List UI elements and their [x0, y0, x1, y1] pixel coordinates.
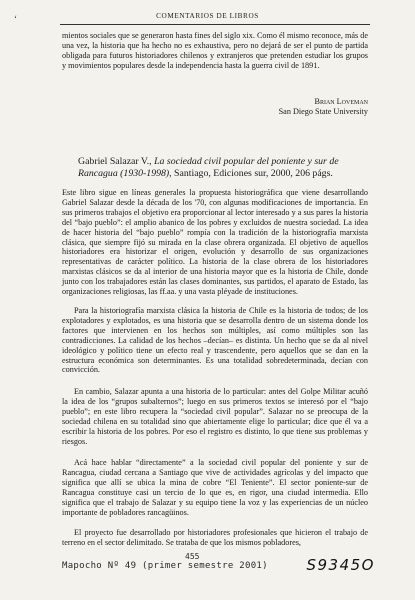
- body-paragraph: Para la historiografía marxista clásica la historia de Chile es la historia de todos; de los explotadores y explotados, es una historia que se desarrolla dentro de un sistema donde los factores que intervienen en los hechos son múltiples, así como múltiples son las contradicciones. La calidad de los hechos –decían– es distinta. Un hecho que se da al nivel ideológico y político tiene un efecto real y trascendente, pero aquellos que se dan en la estructura económica son determinantes. Es una totalidad sobredeterminada, decían con convicción.: [62, 306, 368, 375]
- page-number: 455: [185, 552, 200, 561]
- book-citation: [78, 156, 370, 180]
- citation-author: Gabriel Salazar V.,: [78, 156, 155, 167]
- journal-stamp: Mapocho Nº 49 (primer semestre 2001): [62, 561, 268, 571]
- reviewer-signature: [279, 97, 368, 117]
- header-rule: [60, 24, 370, 25]
- body-paragraph: Acá hace hablar “directamente” a la sociedad civil popular del poniente y sur de Rancagua, ciudad cercana a Santiago que vive de actividades agrícolas y del impacto que significa que allí se ubica la mina de cobre “El Teniente”. El sector poniente-sur de Rancagua constituye casi un tercio de lo que es, en rigor, una ciudad intermedia. Ello significa que el trabajo de Salazar y su equipo tiene la voz y las experiencias de un núcleo importante de pobladores rancagüinos.: [62, 458, 368, 517]
- reviewer-affiliation: San Diego State University: [278, 107, 368, 116]
- body-paragraph: Este libro sigue en líneas generales la propuesta historiográfica que viene desarrollando Gabriel Salazar desde la década de los '70, con algunas modificaciones de importancia. En sus primeros trabajos el objetivo era proporcionar al lector interesado y a sus pares la historia del “bajo pueblo”: el amplio abanico de los pobres y excluidos de nuestra sociedad. La idea de hacer historia del “bajo pueblo” rompía con la tradición de la historiografía marxista clásica, que siempre fijó su mirada en la clase obrera organizada. El objetivo de aquellos historiadores era historizar el origen, evolución y desarrollo de sus organizaciones representativas de carácter político. La historia de la clase obrera de los historiadores marxistas clásicos se da al interior de una historia mayor que es la historia de Chile, donde junto con los trabajadores están las clases dominantes, sus partidos, el aparato de Estado, las organizaciones religiosas, las ff.aa. y una vasta pléyade de instituciones.: [62, 188, 368, 297]
- citation-title: La sociedad civil popular del poniente y sur de Rancagua (1930-1998): [78, 156, 339, 179]
- review-closing-paragraph: mientos sociales que se generaron hasta fines del siglo xix. Como él mismo reconoce, más de una vez, la historia que ha hecho no es exhaustiva, pero no dejará de ser el punto de partida obligada para futuros historiadores chilenos y extranjeros que pretenden estudiar los grupos y movimientos populares desde la independencia hasta la guerra civil de 1891.: [62, 31, 368, 70]
- body-paragraph: En cambio, Salazar apunta a una historia de lo particular: antes del Golpe Militar acuñó la idea de los “grupos subalternos”; luego en sus primeros textos se interesó por el “bajo pueblo”; en este libro recupera la “sociedad civil popular”. Salazar no se preocupa de la sociedad chilena en su totalidad sino que abiertamente elige lo particular; dice que él va a escribir la historia de los pobres. Por eso el registro es distinto, lo que tiene sus problemas y riesgos.: [62, 387, 368, 446]
- body-paragraph: El proyecto fue desarrollado por historiadores profesionales que hicieron el trabajo de terreno en el sector delimitado. Se trataba de que los mismos pobladores,: [62, 528, 368, 547]
- reviewer-name: Brian Loveman: [314, 97, 368, 106]
- citation-publisher: , Santiago, Ediciones sur, 2000, 206 págs.: [169, 168, 333, 179]
- margin-mark: ‘: [14, 14, 17, 24]
- handwritten-code: S9345O: [306, 556, 375, 574]
- running-head: COMENTARIOS DE LIBROS: [156, 12, 259, 20]
